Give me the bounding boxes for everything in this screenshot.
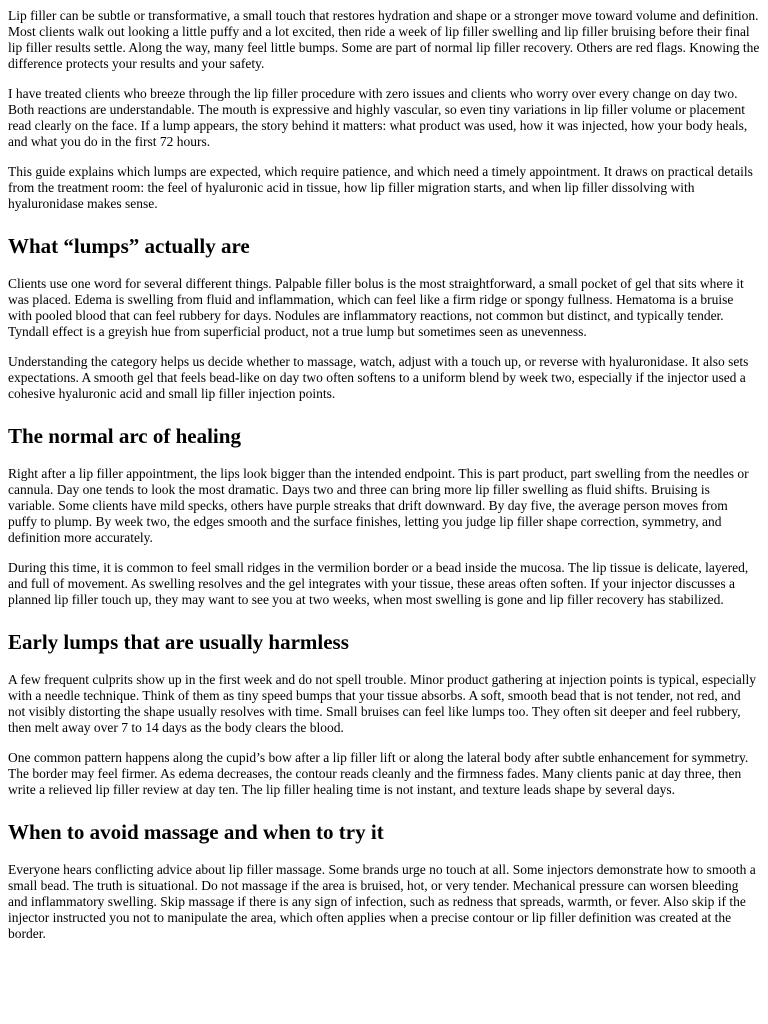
section-paragraph: Clients use one word for several different things. Palpable filler bolus is the most straightforward, a small pocket of gel that sits where it was placed. Edema is swelling from fluid and inflammation, which can feel like a firm ridge or spongy fullness. Hematoma is a bruise with pooled blood that can feel rubbery for days. Nodules are inflammatory reactions, not common but distinct, and typically tender. Tyndall effect is a greyish hue from superficial product, not a true lump but sometimes seen as unevenness. (8, 276, 744, 339)
section-heading: What “lumps” actually are (8, 234, 250, 258)
intro-paragraph: This guide explains which lumps are expected, which require patience, and which need a timely appointment. It draws on practical details from the treatment room: the feel of hyaluronic acid in tissue, how lip filler migration starts, and when lip filler dissolving with hyaluronidase makes sense. (8, 164, 753, 211)
section-heading: When to avoid massage and when to try it (8, 820, 384, 844)
intro-paragraph: Lip filler can be subtle or transformative, a small touch that restores hydration and shape or a stronger move toward volume and definition. Most clients walk out looking a little puffy and a lot excited, then ride a week of lip filler swelling and lip filler bruising before their final lip filler results settle. Along the way, many feel little bumps. Some are part of normal lip filler recovery. Others are red flags. Knowing the difference protects your results and your safety. (8, 8, 760, 71)
section-paragraph: A few frequent culprits show up in the first week and do not spell trouble. Minor product gathering at injection points is typical, especially with a needle technique. Think of them as tiny speed bumps that your tissue absorbs. A soft, smooth bead that is not tender, not red, and not visibly distorting the shape usually resolves with time. Small bruises can feel like lumps too. They often sit deeper and feel rubbery, then melt away over 7 to 14 days as the body clears the blood. (8, 672, 756, 735)
section-paragraph: Understanding the category helps us decide whether to massage, watch, adjust with a touch up, or reverse with hyaluronidase. It also sets expectations. A smooth gel that feels bead-like on day two often softens to a uniform blend by week two, especially if the injector used a cohesive hyaluronic acid and small lip filler injection points. (8, 354, 749, 401)
section-paragraph: During this time, it is common to feel small ridges in the vermilion border or a bead inside the mucosa. The lip tissue is delicate, layered, and full of movement. As swelling resolves and the gel integrates with your tissue, these areas often soften. If your injector discusses a planned lip filler touch up, they may want to see you at two weeks, when most swelling is gone and lip filler recovery has stabilized. (8, 560, 749, 607)
section-paragraph: Right after a lip filler appointment, the lips look bigger than the intended endpoint. This is part product, part swelling from the needles or cannula. Day one tends to look the most dramatic. Days two and three can bring more lip filler swelling as fluid shifts. Bruising is variable. Some clients have mild specks, others have purple streaks that drift downward. By day five, the average person moves from puffy to plump. By week two, the edges smooth and the surface finishes, letting you judge lip filler shape correction, symmetry, and definition more accurately. (8, 466, 749, 545)
section-heading: Early lumps that are usually harmless (8, 630, 349, 654)
section-paragraph: One common pattern happens along the cupid’s bow after a lip filler lift or along the lateral body after subtle enhancement for symmetry. The border may feel firmer. As edema decreases, the contour reads cleanly and the firmness fades. Many clients panic at day three, then write a relieved lip filler review at day ten. The lip filler healing time is not instant, and texture leads shape by several days. (8, 750, 749, 797)
intro-paragraph: I have treated clients who breeze through the lip filler procedure with zero issues and clients who worry over every change on day two. Both reactions are understandable. The mouth is expressive and highly vascular, so even tiny variations in lip filler volume or placement read clearly on the face. If a lump appears, the story behind it matters: what product was used, how it was injected, how your body heals, and what you do in the first 72 hours. (8, 86, 748, 149)
section-heading: The normal arc of healing (8, 424, 241, 448)
section-paragraph: Everyone hears conflicting advice about lip filler massage. Some brands urge no touch at all. Some injectors demonstrate how to smooth a small bead. The truth is situational. Do not massage if the area is bruised, hot, or very tender. Mechanical pressure can worsen bleeding and inflammatory swelling. Skip massage if there is any sign of infection, such as redness that spreads, warmth, or fever. Also skip if the injector instructed you not to manipulate the area, which often applies when a precise contour or lip filler definition was created at the border. (8, 862, 756, 941)
